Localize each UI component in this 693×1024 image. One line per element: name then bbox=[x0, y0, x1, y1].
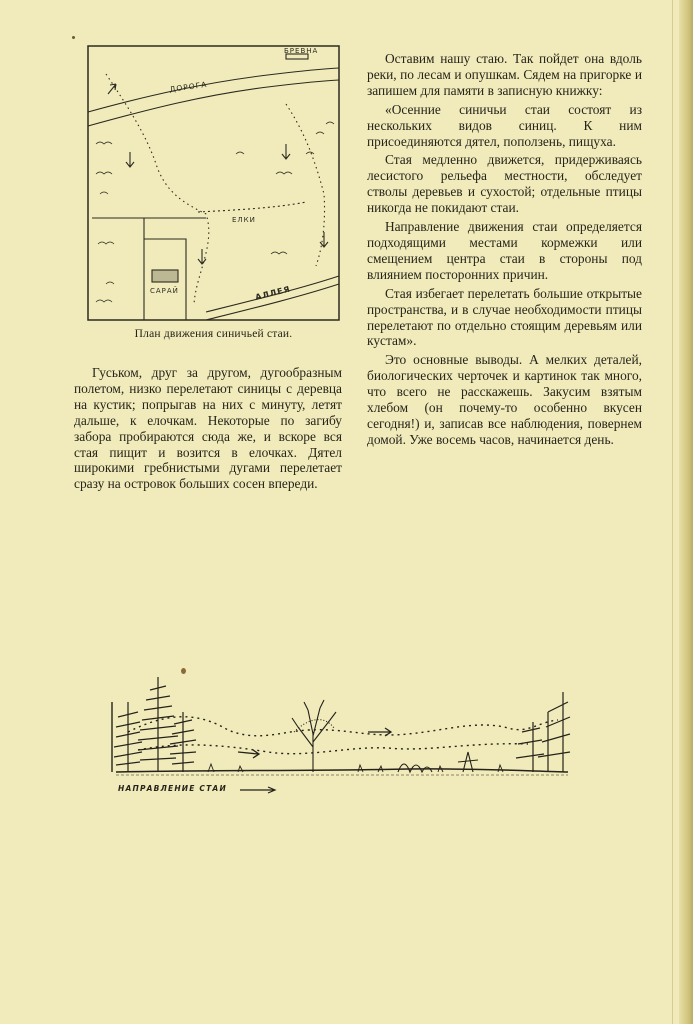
paragraph: Оставим нашу стаю. Так пойдет она вдоль реки, по лесам и опушкам. Сядем на пригорке и запишем для памяти в записную книжку: bbox=[367, 51, 642, 98]
map-label-firs: ЕЛКИ bbox=[232, 216, 256, 224]
paragraph: «Осенние синичьи стаи состоят из нескольких видов синиц. К ним присоединяются дятел, поползень, пищуха. bbox=[367, 101, 642, 149]
paragraph: Это основные выводы. А мелких деталей, биологических черточек и картинок так много, что всего не расскажешь. Закусим взятым хлебом (он почему-то особенно вкусен сегодня!) и, записав все наблюдения, повернем домой. Уже восемь часов, начинается день. bbox=[367, 352, 642, 447]
map-label-logs: БРЕВНА bbox=[284, 47, 319, 55]
map-label-barn: САРАЙ bbox=[150, 287, 179, 295]
paragraph: Направление движения стаи определяется подходящими местами кормежки или смещением центра стаи в стороны под влиянием посторонних причин. bbox=[367, 219, 642, 282]
direction-arrow-icon bbox=[240, 786, 278, 794]
ink-speck bbox=[72, 36, 75, 39]
map-caption: План движения синичьей стаи. bbox=[134, 328, 293, 340]
right-text-column bbox=[367, 51, 642, 448]
paragraph: Гуськом, друг за другом, дугообразным полетом, низко перелетают синицы с деревца на кустик; попрыгав на них с минуту, летят дальше, к елочкам. Некоторые по загибу забора пробираются сюда же, и вскоре вся стая пищит и возится в елочках. Дятел широкими гребнистыми дугами перелетает сразу на островок больших сосен впереди. bbox=[74, 365, 342, 492]
flock-movement-map bbox=[86, 44, 341, 322]
landscape-illustration bbox=[108, 672, 574, 782]
map-label-road: ДОРОГА bbox=[169, 79, 208, 94]
direction-label: НАПРАВЛЕНИЕ СТАИ bbox=[118, 784, 227, 793]
left-text-column bbox=[74, 365, 342, 492]
page-crease bbox=[672, 0, 673, 1024]
paragraph: Стая медленно движется, придерживаясь лесистого рельефа местности, обследует стволы деревьев и сухостой; отдельные птицы никогда не покидают стаи. bbox=[367, 152, 642, 216]
paragraph: Стая избегает перелетать большие открытые пространства, и в случае необходимости птицы перелетают по отдельно стоящим деревьям или кустам». bbox=[367, 285, 642, 349]
page-edge bbox=[679, 0, 693, 1024]
map-label-alley: АЛЛЕЯ bbox=[254, 284, 292, 302]
